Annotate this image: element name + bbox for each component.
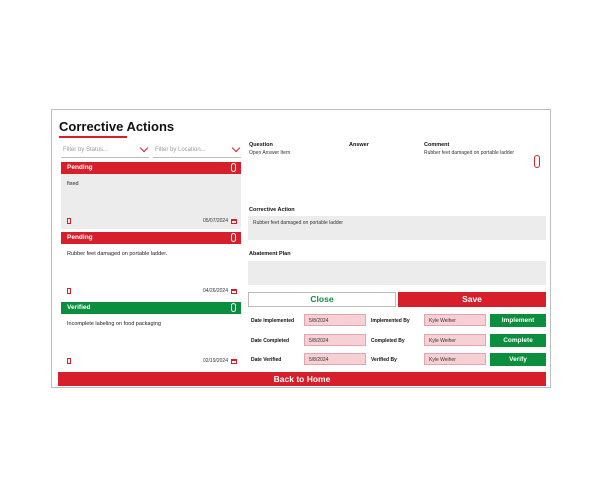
complete-button[interactable]: Complete <box>490 334 546 347</box>
trash-icon[interactable] <box>67 218 71 224</box>
date-verified-field[interactable]: 5/8/2024 <box>304 353 366 365</box>
paperclip-icon[interactable] <box>231 303 236 312</box>
paperclip-icon[interactable] <box>231 163 236 172</box>
paperclip-icon[interactable] <box>534 155 540 168</box>
action-card[interactable] <box>61 302 241 369</box>
card-status-header <box>61 302 241 314</box>
answer-label: Answer <box>349 142 369 148</box>
card-status-header <box>61 162 241 174</box>
card-status: Verified <box>67 304 91 311</box>
card-description: Incomplete labeling on food packaging <box>67 321 161 327</box>
action-card[interactable] <box>61 232 241 299</box>
chevron-down-icon <box>232 144 240 152</box>
card-description: Rubber feet damaged on portable ladder. <box>67 251 168 257</box>
card-status-header <box>61 232 241 244</box>
question-value: Open Answer Item <box>249 150 291 156</box>
back-to-home-button[interactable]: Back to Home <box>58 372 546 386</box>
trash-icon[interactable] <box>67 288 71 294</box>
paperclip-icon[interactable] <box>231 233 236 242</box>
abatement-plan-field[interactable] <box>248 261 546 285</box>
corrective-action-label: Corrective Action <box>249 207 295 213</box>
title-underline <box>59 136 127 138</box>
date-verified-label: Date Verified <box>251 357 282 363</box>
corrective-actions-panel <box>51 109 551 388</box>
abatement-plan-label: Abatement Plan <box>249 251 291 257</box>
page-title: Corrective Actions <box>59 119 175 134</box>
corrective-action-field[interactable]: Rubber feet damaged on portable ladder <box>248 216 546 240</box>
comment-label: Comment <box>424 142 450 148</box>
verify-button[interactable]: Verify <box>490 353 546 366</box>
calendar-icon[interactable] <box>231 359 237 364</box>
card-date: 02/19/2024 <box>202 358 228 364</box>
chevron-down-icon <box>140 144 148 152</box>
implemented-by-label: Implemented By <box>371 318 410 324</box>
status-filter-select[interactable] <box>61 142 149 158</box>
date-implemented-label: Date Implemented <box>251 318 295 324</box>
date-completed-field[interactable]: 5/8/2024 <box>304 334 366 346</box>
trash-icon[interactable] <box>67 358 71 364</box>
implement-button[interactable]: Implement <box>490 314 546 327</box>
card-date: 05/07/2024 <box>202 218 228 224</box>
calendar-icon[interactable] <box>231 289 237 294</box>
card-date: 04/26/2024 <box>202 288 228 294</box>
location-filter-select[interactable] <box>153 142 241 158</box>
save-button[interactable]: Save <box>398 292 546 307</box>
location-filter-placeholder: Filter by Location... <box>155 147 206 153</box>
date-implemented-field[interactable]: 5/8/2024 <box>304 314 366 326</box>
comment-value: Rubber feet damaged on portable ladder <box>424 150 515 156</box>
calendar-icon[interactable] <box>231 219 237 224</box>
status-filter-placeholder: Filter by Status... <box>63 147 109 153</box>
implemented-by-field[interactable]: Kyle Weiher <box>424 314 486 326</box>
question-label: Question <box>249 142 273 148</box>
close-button[interactable]: Close <box>248 292 396 307</box>
completed-by-field[interactable]: Kyle Weiher <box>424 334 486 346</box>
date-completed-label: Date Completed <box>251 338 290 344</box>
verified-by-field[interactable]: Kyle Weiher <box>424 353 486 365</box>
card-status: Pending <box>67 234 93 241</box>
action-card[interactable] <box>61 162 241 229</box>
card-description: fixed <box>67 181 79 187</box>
verified-by-label: Verified By <box>371 357 397 363</box>
card-status: Pending <box>67 164 93 171</box>
completed-by-label: Completed By <box>371 338 405 344</box>
